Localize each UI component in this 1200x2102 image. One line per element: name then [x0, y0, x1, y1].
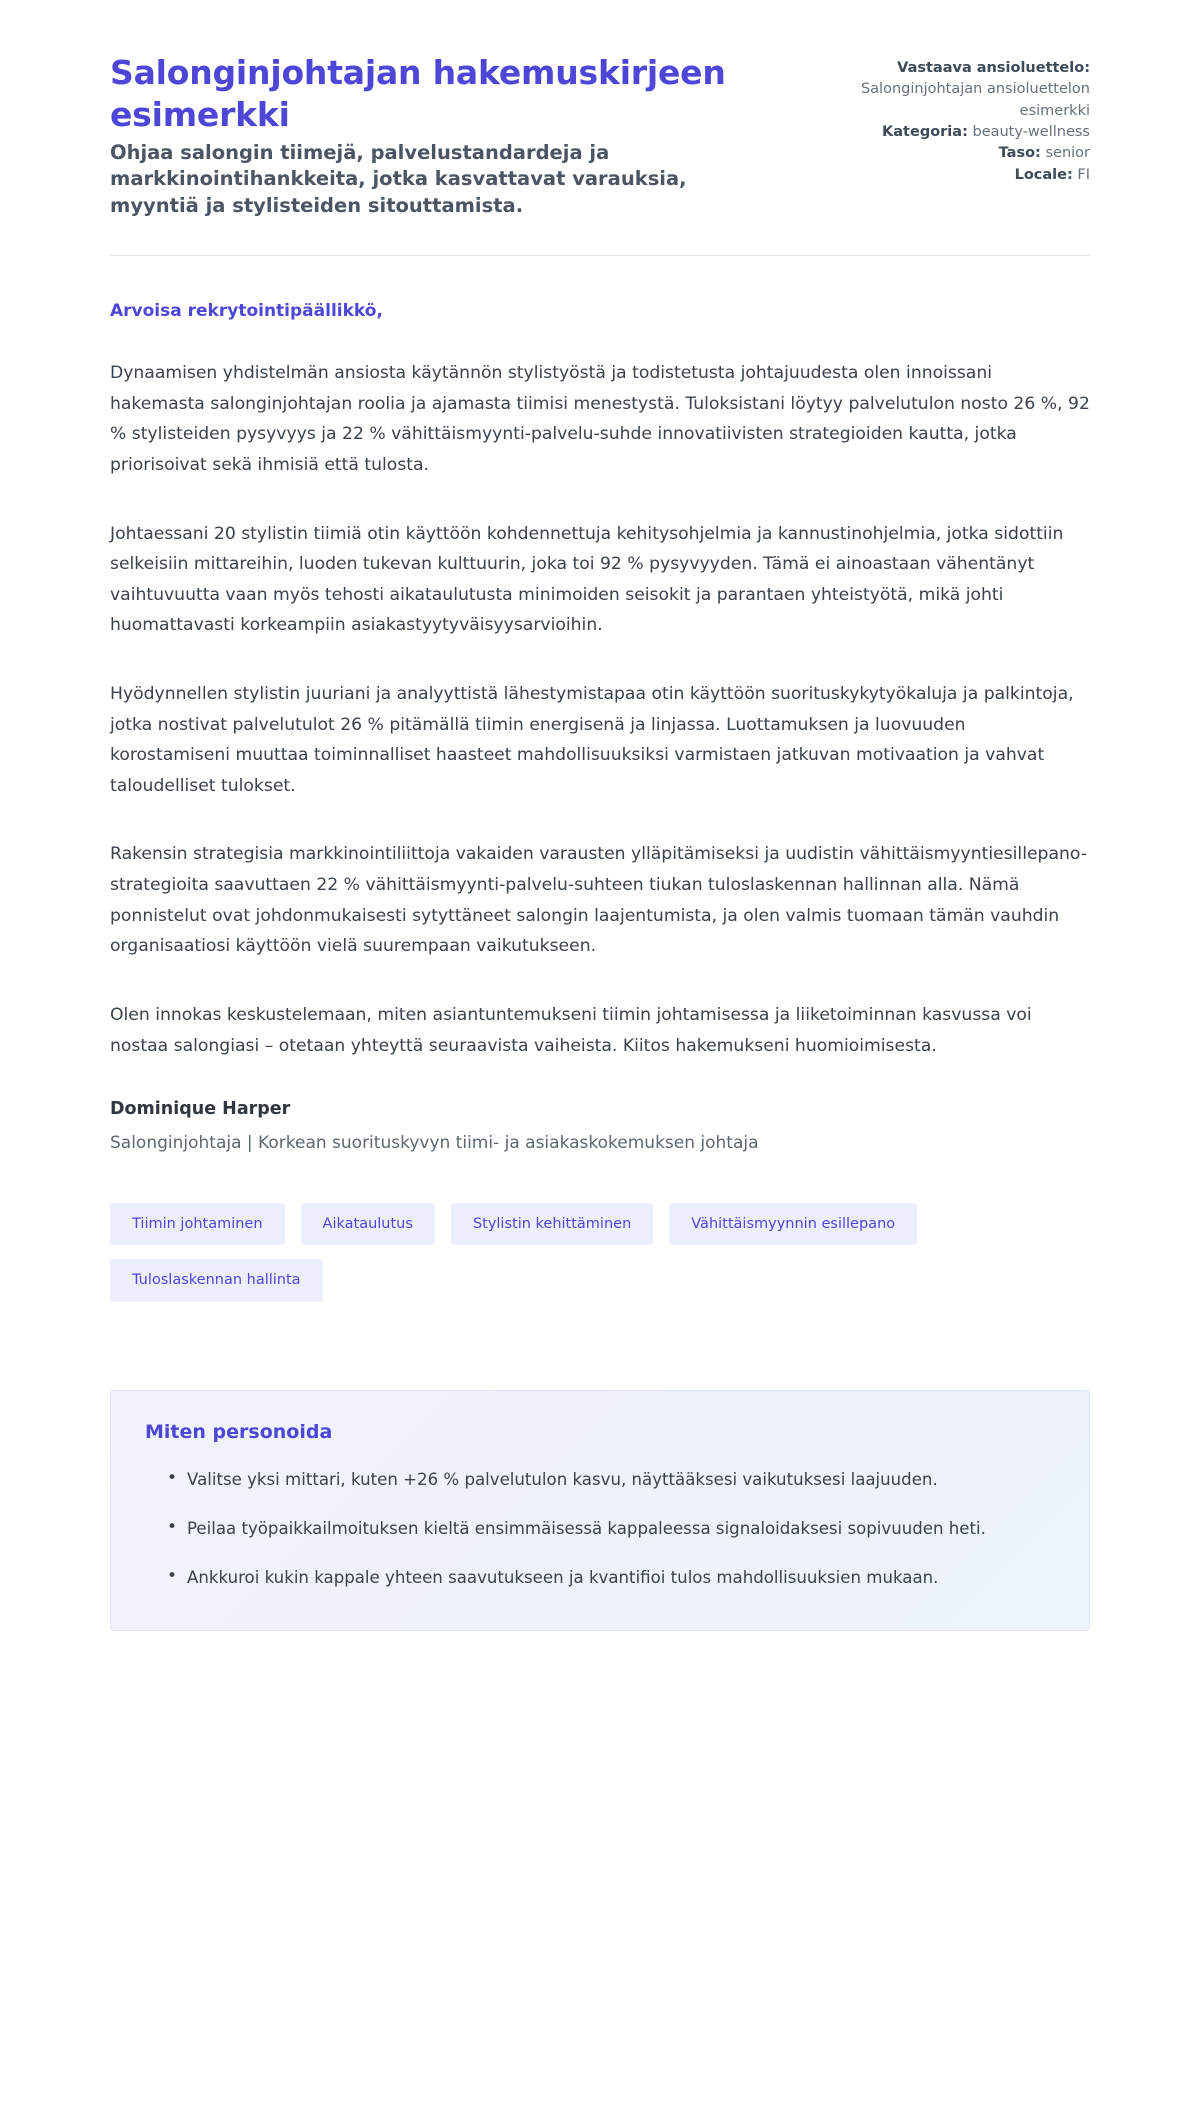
- skill-tag[interactable]: Stylistin kehittäminen: [451, 1203, 653, 1246]
- skill-tag[interactable]: Tuloslaskennan hallinta: [110, 1259, 323, 1302]
- callout-list-item: • Ankkuroi kukin kappale yhteen saavutukseen ja kvantifioi tulos mahdollisuuksien mukaan.: [167, 1563, 1055, 1592]
- meta-related-resume: [860, 58, 1090, 122]
- signature-name: Dominique Harper: [110, 1099, 291, 1120]
- header-title-block: [110, 52, 730, 219]
- letter-paragraph: Rakensin strategisia markkinointiliittoja vakaiden varausten ylläpitämiseksi ja uudistin vähittäismyyntiesillepano-strategioita saavuttaen 22 % vähittäismyynti-palvelu-suhteen tiukan tuloslaskennan hallinnan alla. Nämä ponnistelut ovat johdonmukaisesti sytyttäneet salongin laajentumista, ja olen valmis tuomaan tämän vauhdin organisaatiosi käyttöön vielä suurempaan vaikutukseen.: [110, 844, 1087, 957]
- signature-role: Salonginjohtaja | Korkean suorituskyvyn tiimi- ja asiakaskokemuksen johtaja: [110, 1133, 759, 1154]
- personalization-callout: [110, 1390, 1090, 1631]
- meta-category-value: beauty-wellness: [972, 123, 1090, 140]
- meta-related-resume-value: Salonginjohtajan ansioluettelon esimerkki: [860, 81, 1090, 119]
- callout-list: [145, 1465, 1055, 1592]
- skill-tag-list: [110, 1203, 990, 1302]
- letter-paragraph: Dynaamisen yhdistelmän ansiosta käytännön stylistyöstä ja todistetusta johtajuudesta olen innoissani hakemasta salonginjohtajan roolia ja ajamasta tiimisi menestystä. Tuloksistani löytyy palvelutulon nosto 26 %, 92 % stylisteiden pysyvyys ja 22 % vähittäismyynti-palvelu-suhde innovatiivisten strategioiden kautta, jotka priorisoivat sekä ihmisiä että tulosta.: [110, 363, 1090, 475]
- letter-paragraph: Hyödynnellen stylistin juuriani ja analyyttistä lähestymistapaa otin käyttöön suorituskykytyökaluja ja palkintoja, jotka nostivat palvelutulot 26 % pitämällä tiimin energisenä ja linjassa. Luottamuksen ja luovuuden korostamiseni muuttaa toiminnalliset haasteet mahdollisuuksiksi varmistaen jatkuvan motivaation ja vahvat taloudelliset tulokset.: [110, 684, 1074, 796]
- meta-level-label: Taso:: [998, 145, 1041, 162]
- skill-tag[interactable]: Vähittäismyynnin esillepano: [669, 1203, 917, 1246]
- letter-paragraph: Johtaessani 20 stylistin tiimiä otin käyttöön kohdennettuja kehitysohjelmia ja kannustinohjelmia, jotka sidottiin selkeisiin mittareihin, luoden tukevan kulttuurin, joka toi 92 % pysyvyyden. Tämä ei ainoastaan vähentänyt vaihtuvuutta vaan myös tehosti aikataulutusta minimoiden seisokit ja parantaen yhteistyötä, mikä johti huomattavasti korkeampiin asiakastyytyväisyysarvioihin.: [110, 523, 1064, 636]
- meta-category-label: Kategoria:: [882, 123, 968, 140]
- meta-locale-value: FI: [1077, 166, 1090, 183]
- callout-title: Miten personoida: [145, 1420, 333, 1443]
- skill-tag[interactable]: Aikataulutus: [301, 1203, 435, 1246]
- signature-block: [110, 1099, 1090, 1157]
- meta-level-value: senior: [1045, 145, 1090, 162]
- meta-related-resume-label: Vastaava ansioluettelo:: [897, 60, 1090, 76]
- letter-body: [110, 256, 1090, 1156]
- meta-level: [860, 143, 1090, 164]
- letter-salutation: Arvoisa rekrytointipäällikkö,: [110, 301, 383, 322]
- page-header: [110, 0, 1090, 219]
- callout-list-item: • Valitse yksi mittari, kuten +26 % palvelutulon kasvu, näyttääksesi vaikutuksesi laajuuden.: [167, 1465, 1055, 1494]
- letter-paragraph: Olen innokas keskustelemaan, miten asiantuntemukseni tiimin johtamisessa ja liiketoiminnan kasvussa voi nostaa salongiasi – otetaan yhteyttä seuraavista vaiheista. Kiitos hakemukseni huomioimisesta.: [110, 1004, 1032, 1056]
- skill-tag[interactable]: Tiimin johtaminen: [110, 1203, 285, 1246]
- callout-list-item: • Peilaa työpaikkailmoituksen kieltä ensimmäisessä kappaleessa signaloidaksesi sopivuuden heti.: [167, 1514, 1055, 1543]
- page-subtitle: Ohjaa salongin tiimejä, palvelustandardeja ja markkinointihankkeita, jotka kasvattavat varauksia, myyntiä ja stylisteiden sitouttamista.: [110, 140, 687, 217]
- document-metadata: [860, 52, 1090, 186]
- meta-category: [860, 122, 1090, 143]
- page-title: Salonginjohtajan hakemuskirjeen esimerkki: [110, 53, 726, 134]
- meta-locale: [860, 165, 1090, 186]
- meta-locale-label: Locale:: [1014, 166, 1073, 183]
